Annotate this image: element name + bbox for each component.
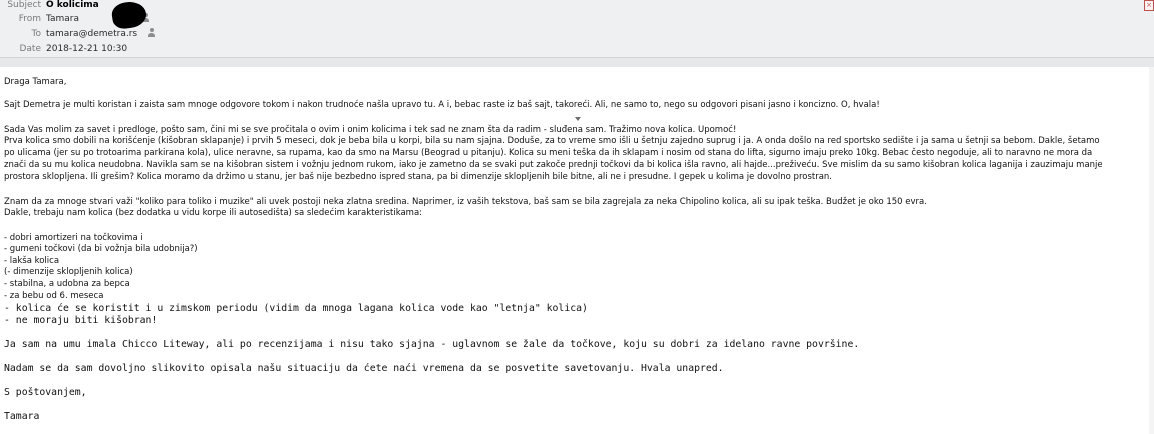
to-label: To (31, 29, 41, 39)
list-item: - gumeni točkovi (da bi vožnja bila udobnija?) (4, 244, 198, 254)
from-value[interactable]: Tamara (46, 14, 80, 24)
closing: S poštovanjem, (4, 387, 87, 398)
greeting: Draga Tamara, (4, 77, 67, 87)
from-label: From (18, 14, 41, 24)
paragraph-4: Ja sam na umu imala Chicco Liteway, ali po recenzijama i nisu tako sjajna - uglavnom se žale da točkove, koju su dobri za idelano ravne površine. (4, 339, 860, 350)
paragraph-2-line-3: po ulicama (jer su po trotoarima parkirana kola), ulice neravne, sa rupama, kao da smo na Marsu (Beograd u pitanju). Kolica su meni teška da ih sklapam i nosim od stana do lifta, sigurno imaju preko 10kg. Bebac često negoduje, ali to naravno ne mora da (4, 148, 1093, 158)
paragraph-5: Nadam se da sam dovoljno slikovito opisala našu situaciju da ćete naći vremena da se posvetite savetovanju. Hvala unapred. (4, 363, 724, 374)
header-divider[interactable] (0, 57, 1154, 67)
paragraph-2-line-1: Sada Vas molim za savet i predloge, pošto sam, čini mi se sve pročitala o ovim i onim kolicima i tek sad ne znam šta da radim - sluđena sam. Tražimo nova kolica. Upomoć! (4, 125, 737, 135)
subject-label: Subject (7, 0, 41, 10)
paragraph-1: Sajt Demetra je multi koristan i zaista sam mnoge odgovore tokom i nakon trudnoće našla upravo tu. A i, bebac raste iz baš sajt, takoreći. Ali, ne samo to, nego su odgovori pisani jasno i koncizno. O, hvala! (4, 100, 880, 110)
to-value[interactable]: tamara@demetra.rs (46, 29, 138, 39)
paragraph-2-line-5: prostora sklopljena. Ili grešim? Kolica moramo da držimo u stanu, jer baš nije bezbedno ispred stana, pa bi dimenzije sklopljenih bile bitne, ali ne i presudne. I gepek u kolima je dovolno prostran. (4, 172, 833, 182)
date-value: 2018-12-21 10:30 (46, 44, 128, 54)
paragraph-2-line-4: znači da su mu kolica neudobna. Navikla sam se na kišobran sistem i vožnju jednom rukom, iako je zametno da se svaki put zakoče prednji točkovi da bi kolica išla ravno, ali hajde...preživeću. Sve mislim da su samo kišobran kolica laganija i zauzimaju manje (4, 160, 1103, 170)
list-item: - stabilna, a udobna za bepca (4, 279, 130, 289)
close-icon[interactable]: × (1144, 0, 1154, 11)
paragraph-2-line-2: Prva kolica smo dobili na korišćenje (kišobran sklapanje) i prvih 5 meseci, dok je beba bila u korpi, bila su nam sjajna. Doduše, za to vreme smo išli u šetnju zajedno suprug i ja. A onda došlo na red sportsko sedište i ja sama u šetnji sa bebom. Dakle, šetamo (4, 136, 1100, 146)
subject-value: O kolicima (46, 0, 99, 10)
list-item: (- dimenzije sklopljenih kolica) (4, 267, 133, 277)
list-item: - dobri amortizeri na točkovima i (4, 233, 143, 243)
paragraph-3-line-2: Dakle, trebaju nam kolica (bez dodatka u vidu korpe ili autosedišta) sa sledećim karakteristikama: (4, 208, 423, 218)
message-header (0, 0, 1154, 57)
paragraph-3-line-1: Znam da za mnoge stvari važi "koliko para toliko i muzike" ali uvek postoji neka zlatna sredina. Naprimer, iz vaših tekstova, baš sam se bila zagrejala za neka Chipolino kolica, ali su ipak teška. Budžet je oko 150 evra. (4, 197, 927, 207)
list-item: - lakša kolica (4, 256, 60, 266)
signature: Tamara (4, 411, 40, 422)
list-item: - ne moraju biti kišobran! (4, 315, 158, 326)
scrollbar[interactable] (1149, 67, 1154, 434)
chevron-down-icon[interactable] (575, 117, 581, 121)
redaction-mark (110, 0, 147, 30)
person-icon[interactable] (148, 28, 155, 38)
date-label: Date (19, 44, 41, 54)
list-item: - za bebu od 6. meseca (4, 291, 104, 301)
list-item: - kolica će se koristit i u zimskom periodu (vidim da mnoga lagana kolica vode kao "letnja" kolica) (4, 303, 588, 314)
